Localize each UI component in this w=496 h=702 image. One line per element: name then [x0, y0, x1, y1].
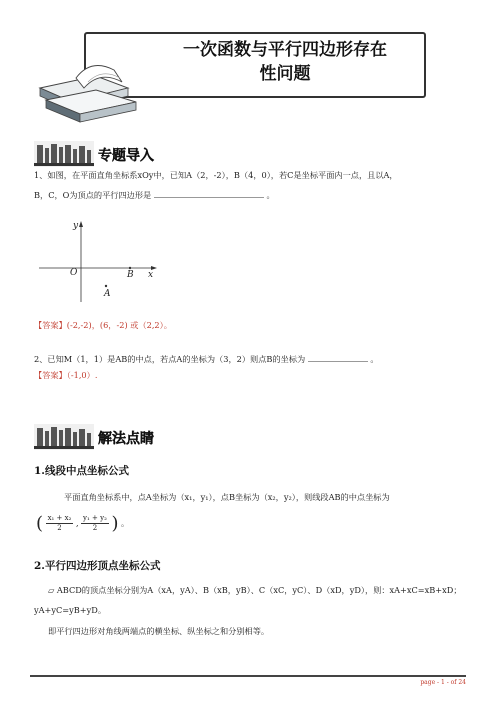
method2-line1: ▱ ABCD的顶点坐标分别为A（xA，yA）、B（xB，yB）、C（xC，yC）、D（xD，yD），则：xA+xC=xB+xD； [48, 585, 462, 595]
page-number: page - 1 - of 24 [420, 679, 466, 686]
section-books-icon [34, 141, 94, 167]
point-a-label: A [104, 289, 111, 299]
q1-answer: 【答案】(-2,-2)，(6，-2) 或（2,2）。 [34, 320, 172, 330]
midpoint-formula: ( $\frac{\text{x₁ + x₂}}{2}$ , $\frac{\text{y₁ + y₂}}{2}$ ) 。 [36, 513, 130, 534]
point-b-label: B [127, 270, 134, 280]
method2-line3: 即平行四边形对角线两端点的横坐标、纵坐标之和分别相等。 [48, 626, 270, 636]
footer-divider [30, 675, 466, 677]
x-axis-label: x [148, 270, 154, 280]
coordinate-figure [34, 218, 164, 304]
q1-line2: B，C，O为顶点的平行四边形是 。 [34, 190, 275, 200]
method2-heading: 2.平行四边形顶点坐标公式 [34, 560, 161, 572]
q2-answer: 【答案】（-1,0）. [34, 370, 98, 380]
method1-heading: 1.线段中点坐标公式 [34, 465, 129, 477]
section-title-method: 解法点睛 [98, 431, 154, 447]
origin-label: O [70, 268, 78, 278]
method1-text: 平面直角坐标系中，点A坐标为（x₁，y₁），点B坐标为（x₂，y₂），则线段AB的中点坐标为 [64, 492, 390, 502]
q1-line1: 1、如图，在平面直角坐标系xOy中，已知A（2，-2），B（4，0），若C是坐标平面内一点，且以A， [34, 170, 398, 180]
section-title-intro: 专题导入 [98, 148, 154, 164]
method2-line2: yA+yC=yB+yD。 [34, 605, 107, 615]
q2-text: 2、已知M（1，1）是AB的中点，若点A的坐标为（3，2）则点B的坐标为 。 [34, 354, 379, 364]
y-axis-label: y [73, 221, 79, 231]
answer-blank [154, 188, 264, 198]
page-title: 一次函数与平行四边形存在 性问题 [183, 40, 387, 84]
section-books-icon [34, 424, 94, 450]
answer-blank [308, 352, 368, 362]
books-icon [36, 48, 146, 128]
